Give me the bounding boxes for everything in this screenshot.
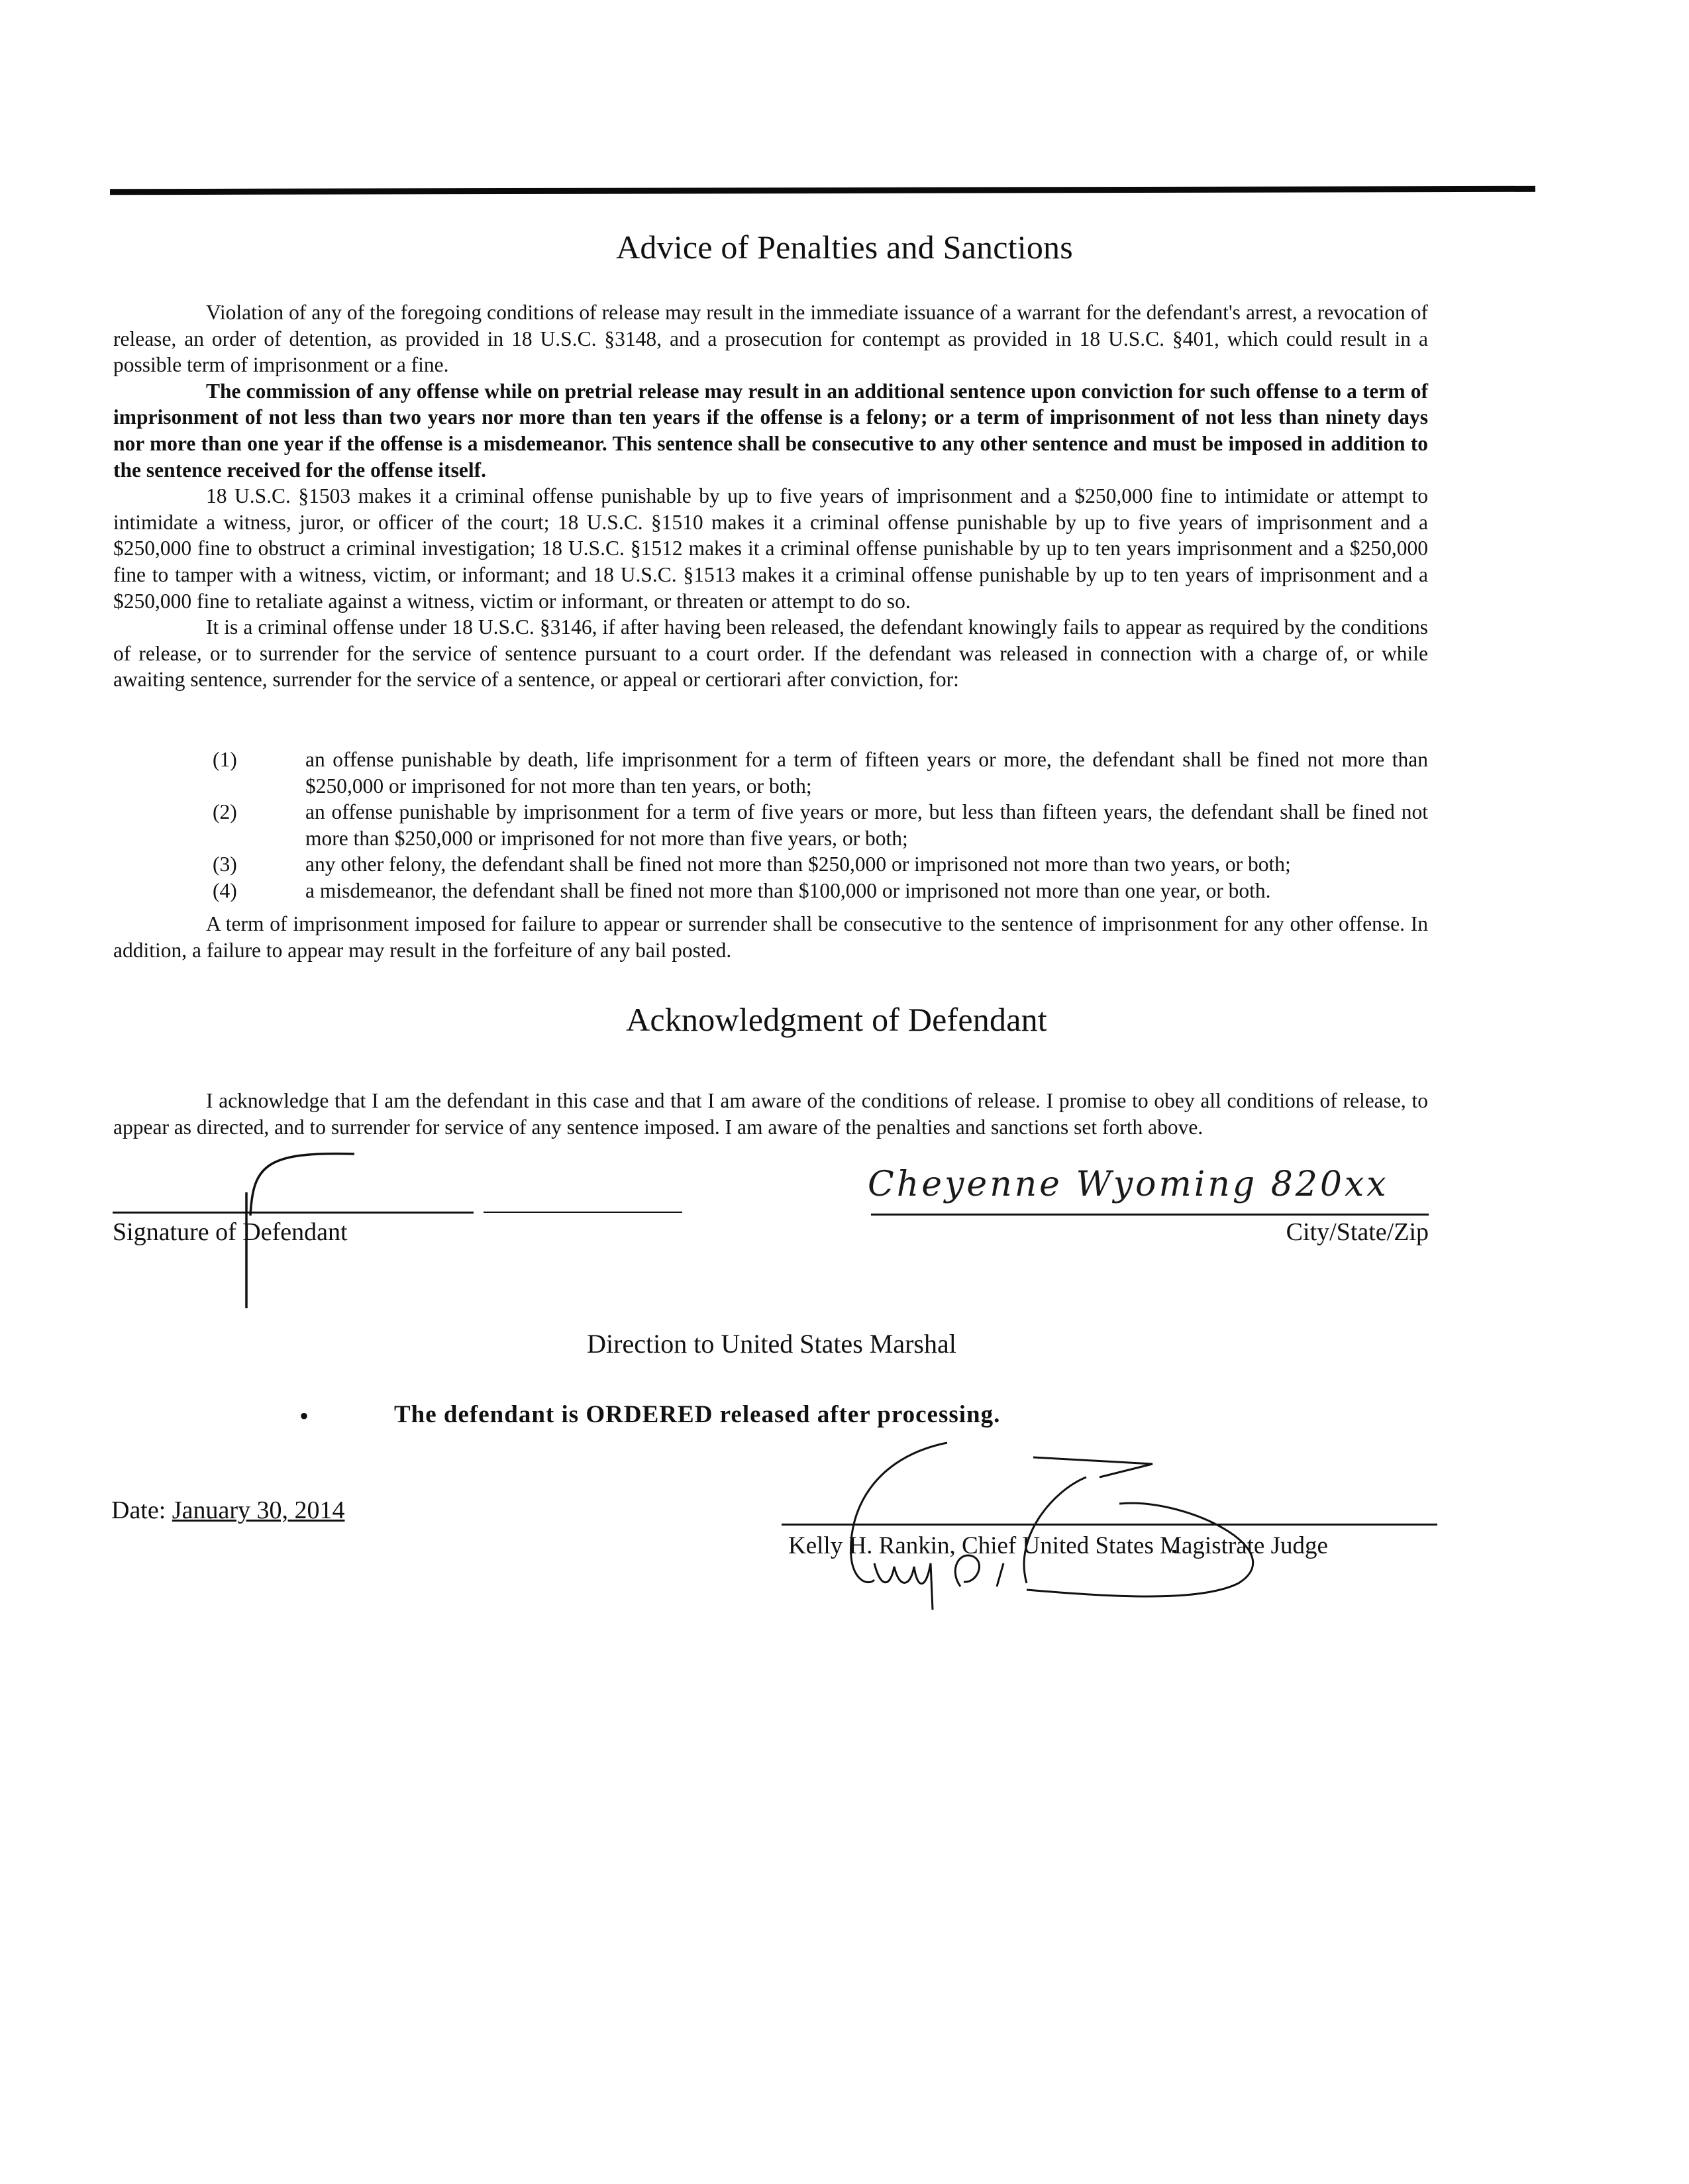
- date-line: [111, 1496, 344, 1525]
- advice-paragraphs: [113, 299, 1428, 693]
- city-state-zip-value[interactable]: Cheyenne Wyoming 820xx: [868, 1165, 1389, 1204]
- paragraph-failure-to-appear: It is a criminal offense under 18 U.S.C. §3146, if after having been released, the defendant knowingly fails to appear as required by the conditions of release, or to surrender for the service of sentence pursuant to a court order. If the defendant was released in connection with a charge of, or while awaiting sentence, surrender for the service of a sentence, or appeal or certiorari after conviction, for:: [113, 615, 1428, 692]
- paragraph-violation: Violation of any of the foregoing conditions of release may result in the immediate issuance of a warrant for the defendant's arrest, a revocation of release, an order of detention, as provided in 18 U.S.C. §3148, and a prosecution for contempt as provided in 18 U.S.C. §401, which could result in a possible term of imprisonment or a fine.: [113, 301, 1428, 377]
- penalty-text: any other felony, the defendant shall be fined not more than $250,000 or imprisoned not more than two years, or both;: [305, 853, 1291, 876]
- top-rule: [110, 186, 1535, 195]
- judge-name: Kelly H. Rankin, Chief United States Magistrate Judge: [788, 1532, 1328, 1559]
- closing-paragraph-wrap: [113, 911, 1428, 963]
- penalty-number: (3): [213, 853, 237, 876]
- signature-of-defendant-label: Signature of Defendant: [113, 1218, 348, 1246]
- judge-signature-mark: [775, 1431, 1504, 1603]
- acknowledgment-title: Acknowledgment of Defendant: [626, 1001, 1047, 1038]
- closing-paragraph: A term of imprisonment imposed for failure to appear or surrender shall be consecutive to the sentence of imprisonment for any other offense. In addition, a failure to appear may result in the forfeiture of any bail posted.: [113, 912, 1428, 962]
- penalty-item: [113, 851, 1428, 878]
- penalty-number: (4): [213, 878, 237, 902]
- penalty-text: a misdemeanor, the defendant shall be fined not more than $100,000 or imprisoned not more than one year, or both.: [305, 878, 1271, 902]
- penalty-text: an offense punishable by death, life imprisonment for a term of fifteen years or more, the defendant shall be fined not more than $250,000 or imprisoned for not more than ten years, or both;: [305, 748, 1428, 798]
- direction-order-text: The defendant is ORDERED released after processing.: [394, 1401, 1001, 1428]
- date-label: Date:: [111, 1496, 166, 1524]
- penalty-text: an offense punishable by imprisonment for a term of five years or more, but less than fifteen years, the defendant shall be fined not more than $250,000 or imprisoned for not more than five years, or both;: [305, 800, 1428, 850]
- date-value: January 30, 2014: [172, 1496, 345, 1524]
- paragraph-commission: The commission of any offense while on pretrial release may result in an additional sentence upon conviction for such offense to a term of imprisonment of not less than two years nor more than ten years if the offense is a felony; or a term of imprisonment of not less than ninety days nor more than one year if the offense is a misdemeanor. This sentence shall be consecutive to any other sentence and must be imposed in addition to the sentence received for the offense itself.: [113, 379, 1428, 482]
- penalty-item: [113, 747, 1428, 799]
- secondary-signature-line[interactable]: [484, 1212, 682, 1213]
- paragraph-obstruction-statutes: 18 U.S.C. §1503 makes it a criminal offense punishable by up to five years of imprisonment and a $250,000 fine to intimidate or attempt to intimidate a witness, juror, or officer of the court; 18 U.S.C. §1510 makes it a criminal offense punishable by up to five years of imprisonment and a $250,000 fine to obstruct a criminal investigation; 18 U.S.C. §1512 makes it a criminal offense punishable by up to ten years imprisonment and a $250,000 fine to tamper with a witness, victim, or informant; and 18 U.S.C. §1513 makes it a criminal offense punishable by up to ten years of imprisonment and a $250,000 fine to retaliate against a witness, victim or informant, or threaten or attempt to do so.: [113, 484, 1428, 613]
- city-state-zip-label: City/State/Zip: [1286, 1218, 1429, 1246]
- judge-signature-line: [782, 1524, 1437, 1526]
- penalty-number: (2): [213, 800, 237, 824]
- penalty-item: [113, 799, 1428, 851]
- penalty-number: (1): [213, 748, 237, 771]
- penalty-list: [113, 747, 1428, 904]
- advice-title: Advice of Penalties and Sanctions: [616, 229, 1073, 266]
- penalty-item: [113, 878, 1428, 904]
- bullet-icon: •: [299, 1401, 309, 1431]
- direction-title: Direction to United States Marshal: [587, 1329, 956, 1359]
- city-state-zip-line: [871, 1214, 1429, 1216]
- acknowledgment-paragraph: I acknowledge that I am the defendant in this case and that I am aware of the conditions of release. I promise to obey all conditions of release, to appear as directed, and to surrender for service of any sentence imposed. I am aware of the penalties and sanctions set forth above.: [113, 1089, 1428, 1139]
- acknowledgment-paragraph-wrap: [113, 1088, 1428, 1140]
